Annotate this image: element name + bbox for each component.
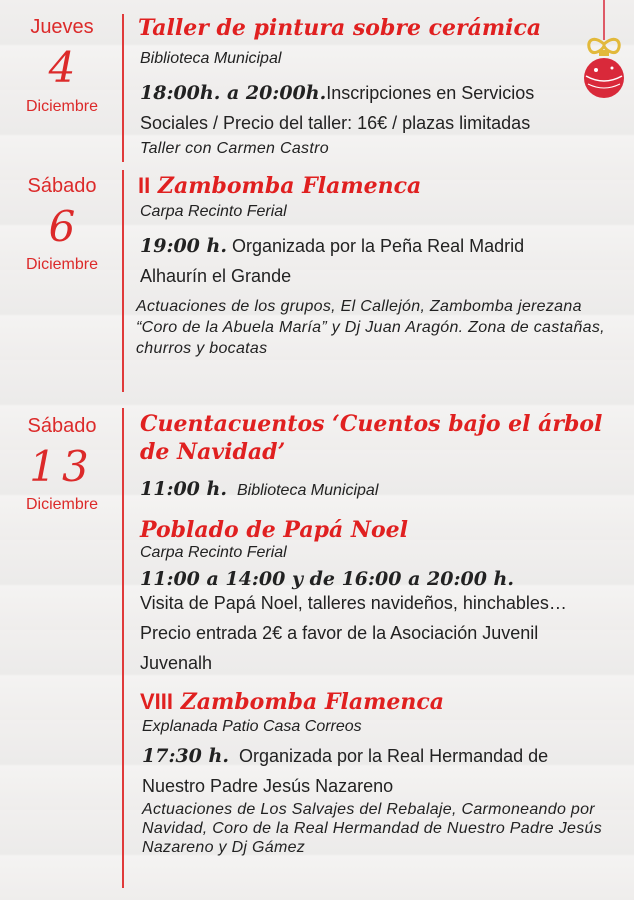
event-time: 11:00 h. <box>140 478 227 500</box>
event-place: Biblioteca Municipal <box>140 50 282 67</box>
event-place: Explanada Patio Casa Correos <box>142 718 362 735</box>
event-title: II Zambomba Flamenca <box>138 173 422 199</box>
event-note: Actuaciones de Los Salvajes del Rebalaje, Carmoneando por Navidad, Coro de la Real Hermandad de Nuestro Padre Jesús Nazareno y Dj Gámez <box>142 801 603 856</box>
event-note: Actuaciones de los grupos, El Callejón, Zambomba jerezana “Coro de la Abuela María” y Dj Juan Aragón. Zona de castañas, churros y bocatas <box>136 298 605 357</box>
divider-line <box>122 170 124 392</box>
event-day: Sábado <box>27 175 97 197</box>
divider-line <box>122 14 124 162</box>
event-title: Poblado de Papá Noel <box>140 517 409 543</box>
divider-line <box>122 408 124 888</box>
event-title: Taller de pintura sobre cerámica <box>138 15 542 41</box>
event-date-number: 13 <box>29 442 95 491</box>
event-time: 18:00h. a 20:00h. <box>140 82 327 104</box>
event-month: Diciembre <box>25 256 98 273</box>
event-month: Diciembre <box>25 496 98 513</box>
event-place: Carpa Recinto Ferial <box>140 544 287 561</box>
event-date-number: 4 <box>48 43 76 92</box>
event-time: 17:30 h. <box>142 745 229 767</box>
event-description: 18:00h. a 20:00h.Inscripciones en Servicios Sociales / Precio del taller: 16€ / plazas limitadas <box>140 82 535 133</box>
event-note: Taller con Carmen Castro <box>140 140 329 157</box>
event-title: VIII Zambomba Flamenca <box>140 689 445 715</box>
event-month: Diciembre <box>25 98 98 115</box>
event-day: Jueves <box>30 16 94 38</box>
event-place: Carpa Recinto Ferial <box>140 203 287 220</box>
event-description: 19:00 h. Organizada por la Peña Real Madrid Alhaurín el Grande <box>140 235 525 286</box>
event-place: Biblioteca Municipal <box>236 482 379 499</box>
event-description: Visita de Papá Noel, talleres navideños, hinchables… Precio entrada 2€ a favor de la Asociación Juvenil Juvenalh <box>140 593 567 673</box>
event-day: Sábado <box>27 415 97 437</box>
event-date-number: 6 <box>48 202 76 251</box>
event-description <box>140 474 378 506</box>
event-time: 11:00 a 14:00 y de 16:00 a 20:00 h. <box>140 568 514 590</box>
event-description: 17:30 h. Organizada por la Real Hermandad de Nuestro Padre Jesús Nazareno <box>142 745 549 796</box>
event-time: 19:00 h. <box>140 235 227 257</box>
event-title: Cuentacuentos ‘Cuentos bajo el árbol de Navidad’ <box>140 411 603 465</box>
